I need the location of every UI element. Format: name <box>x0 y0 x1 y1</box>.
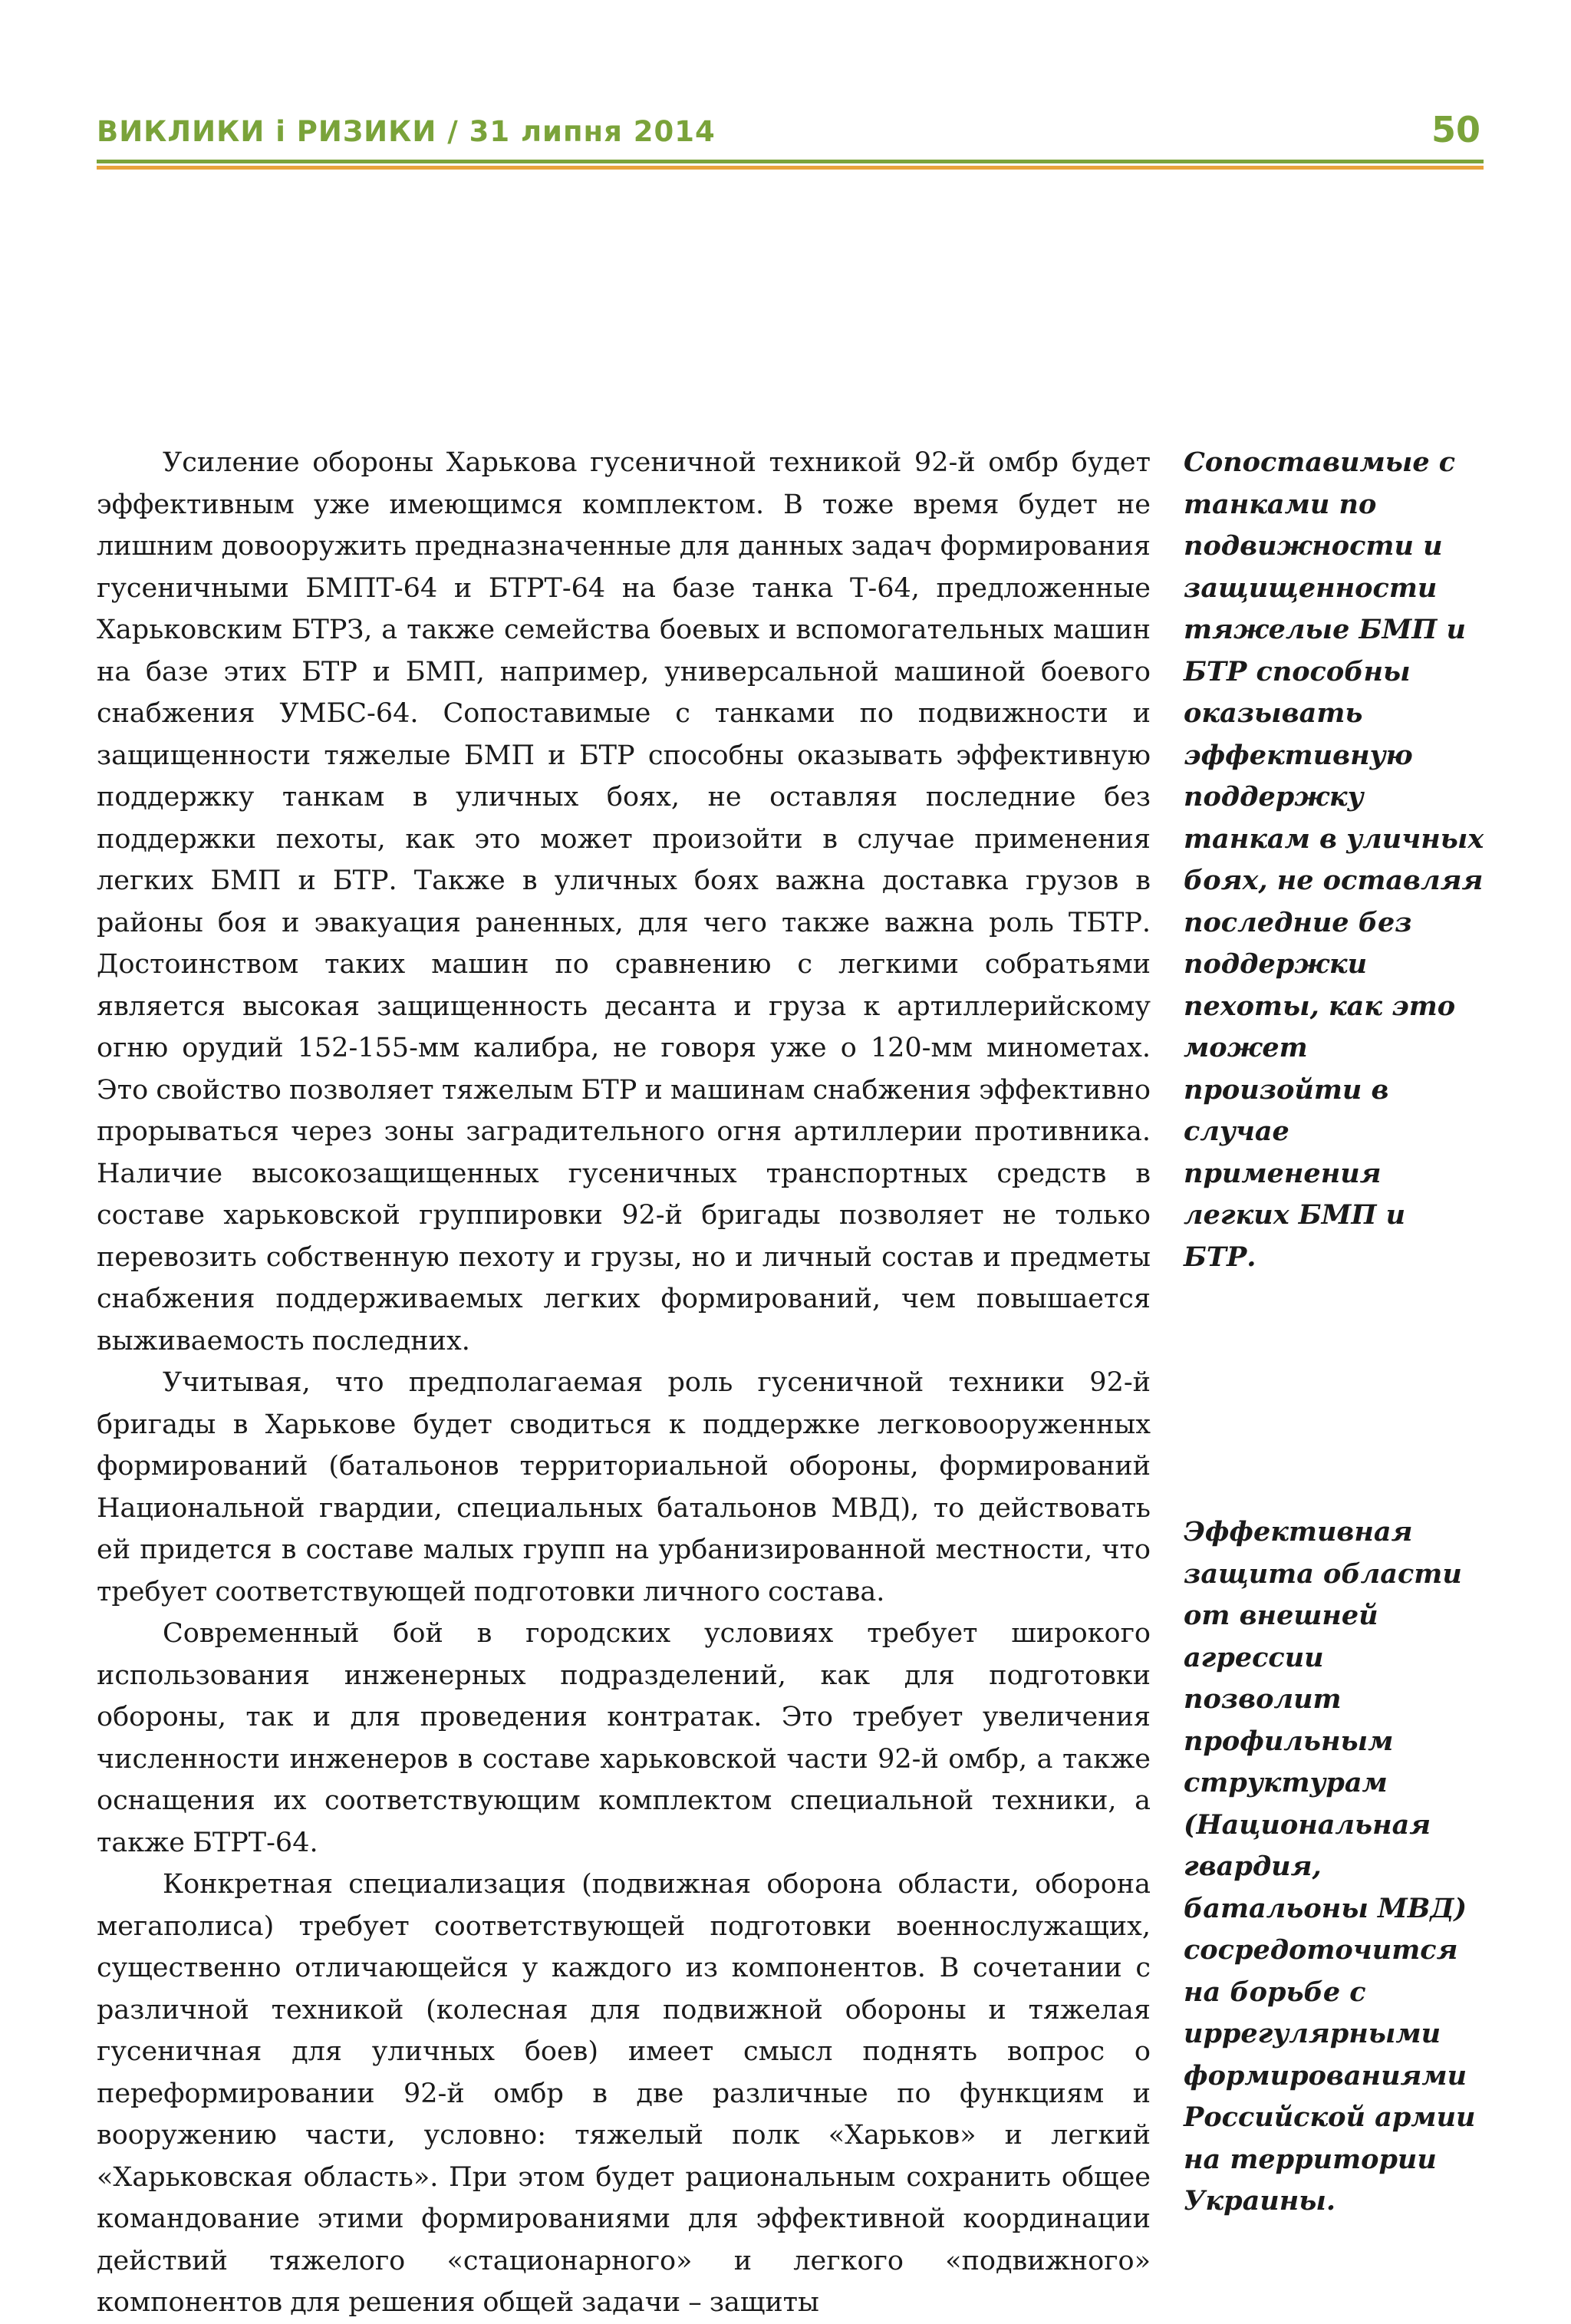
page-number: 50 <box>1431 109 1480 150</box>
article-body <box>97 442 1151 2324</box>
body-paragraph: Усиление обороны Харькова гусеничной техникой 92-й омбр будет эффективным уже имеющимся комплектом. В тоже время будет не лишним довооружить предназначенные для данных задач формирования гусеничными БМПТ-64 и БТРТ-64 на базе танка Т-64, предложенные Харьковским БТРЗ, а также семейства боевых и вспомогательных машин на базе этих БТР и БМП, например, универсальной машиной боевого снабжения УМБС-64. Сопоставимые с танками по подвижности и защищенности тяжелые БМП и БТР способны оказывать эффективную поддержку танкам в уличных боях, не оставляя последние без поддержки пехоты, как это может произойти в случае применения легких БМП и БТР. Также в уличных боях важна доставка грузов в районы боя и эвакуация раненных, для чего также важна роль ТБТР. Достоинством таких машин по сравнению с легкими собратьями является высокая защищенность десанта и груза к артиллерийскому огню орудий 152-155-мм калибра, не говоря уже о 120-мм минометах. Это свойство позволяет тяжелым БТР и машинам снабжения эффективно прорываться через зоны заградительного огня артиллерии противника. Наличие высокозащищенных гусеничных транспортных средств в составе харьковской группировки 92-й бригады позволяет не только перевозить собственную пехоту и грузы, но и личный состав и предметы снабжения поддерживаемых легких формирований, чем повышается выживаемость последних. <box>97 447 1151 1356</box>
header-rule-green <box>97 160 1484 163</box>
running-header-title: ВИКЛИКИ і РИЗИКИ / 31 липня 2014 <box>97 115 716 148</box>
header-rule-orange <box>97 166 1484 170</box>
body-paragraph: Конкретная специализация (подвижная оборона области, оборона мегаполиса) требует соответствующей подготовки военнослужащих, существенно отличающейся у каждого из компонентов. В сочетании с различной техникой (колесная для подвижной обороны и тяжелая гусеничная для уличных боев) имеет смысл поднять вопрос о переформировании 92-й омбр в две различные по функциям и вооружению части, условно: тяжелый полк «Харьков» и легкий «Харьковская область». При этом будет рациональным сохранить общее командование этими формированиями для эффективной координации действий тяжелого «стационарного» и легкого «подвижного» компонентов для решения общей задачи – защиты <box>97 1869 1151 2318</box>
pull-quote: Эффективная защита области от внешней агрессии позволит профильным структурам (Национальная гвардия, батальоны МВД) сосредоточится на борьбе с иррегулярными формированиями Российской армии на территории Украины. <box>1184 1516 1476 2217</box>
body-paragraph: Учитывая, что предполагаемая роль гусеничной техники 92-й бригады в Харькове будет сводиться к поддержке легковооруженных формирований (батальонов территориальной обороны, формирований Национальной гвардии, специальных батальонов МВД), то действовать ей придется в составе малых групп на урбанизированной местности, что требует соответствующей подготовки личного состава. <box>97 1367 1151 1607</box>
pull-quote: Сопоставимые с танками по подвижности и защищенности тяжелые БМП и БТР способны оказывать эффективную поддержку танкам в уличных боях, не оставляя последние без поддержки пехоты, как это может произойти в случае применения легких БМП и БТР. <box>1184 447 1484 1273</box>
body-paragraph: Современный бой в городских условиях требует широкого использования инженерных подразделений, как для подготовки обороны, так и для проведения контратак. Это требует увеличения численности инженеров в составе харьковской части 92-й омбр, а также оснащения их соответствующим комплектом специальной техники, а также БТРТ-64. <box>97 1618 1151 1858</box>
